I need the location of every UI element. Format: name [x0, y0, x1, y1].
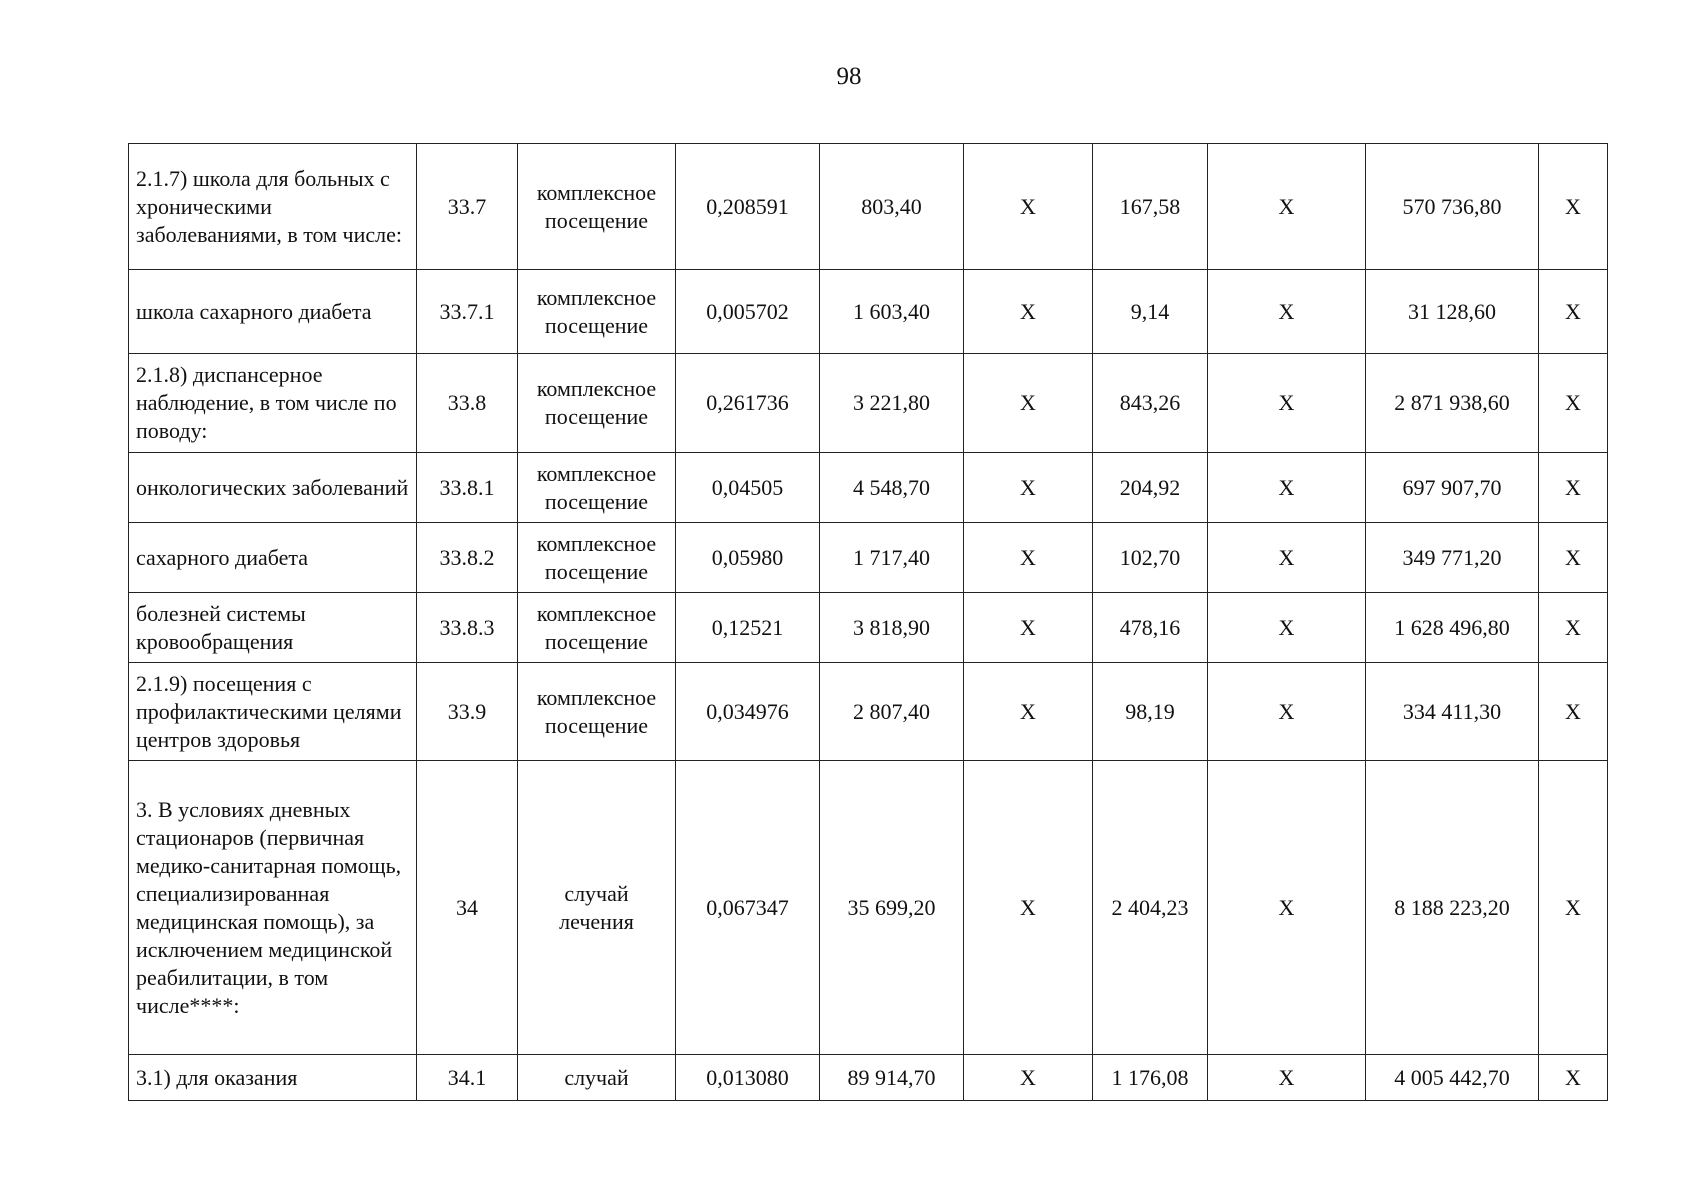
- row-code: 34.1: [417, 1055, 518, 1101]
- row-cost: 2 807,40: [820, 663, 964, 761]
- row-name: школа сахарного диабета: [129, 270, 417, 354]
- row-code: 33.8: [417, 354, 518, 453]
- row-norm: 0,005702: [676, 270, 820, 354]
- row-per-capita: 167,58: [1093, 144, 1208, 270]
- row-code: 33.9: [417, 663, 518, 761]
- row-cost: 3 818,90: [820, 593, 964, 663]
- row-norm: 0,05980: [676, 523, 820, 593]
- row-unit-text: комплексное посещение: [536, 376, 657, 429]
- row-total: 349 771,20: [1366, 523, 1539, 593]
- row-col10: Х: [1539, 1055, 1608, 1101]
- row-col6: Х: [964, 1055, 1093, 1101]
- row-per-capita: 98,19: [1093, 663, 1208, 761]
- row-cost: 89 914,70: [820, 1055, 964, 1101]
- row-code: 33.8.1: [417, 453, 518, 523]
- row-norm: 0,013080: [676, 1055, 820, 1101]
- row-unit-text: комплексное посещение: [536, 179, 657, 233]
- row-col8: Х: [1208, 144, 1366, 270]
- row-unit-text: комплексное посещение: [536, 684, 657, 738]
- row-code: 33.8.3: [417, 593, 518, 663]
- table-row: [129, 453, 1608, 523]
- row-name: 2.1.9) посещения с профилактическими целями центров здоровья: [129, 663, 417, 761]
- row-cost: 1 717,40: [820, 523, 964, 593]
- row-unit: [518, 593, 676, 663]
- row-col10: Х: [1539, 144, 1608, 270]
- table-row: [129, 523, 1608, 593]
- row-col10: Х: [1539, 354, 1608, 453]
- row-col6: Х: [964, 761, 1093, 1055]
- row-name: болезней системы кровообращения: [129, 593, 417, 663]
- table-row: [129, 270, 1608, 354]
- row-norm: 0,261736: [676, 354, 820, 453]
- row-unit-text: случай: [564, 1064, 629, 1090]
- row-per-capita: 1 176,08: [1093, 1055, 1208, 1101]
- row-norm: 0,12521: [676, 593, 820, 663]
- row-col8: Х: [1208, 593, 1366, 663]
- row-col8: Х: [1208, 453, 1366, 523]
- row-unit-text: случай лечения: [559, 880, 634, 934]
- table-body: [129, 144, 1608, 1101]
- row-per-capita: 2 404,23: [1093, 761, 1208, 1055]
- row-cost: 803,40: [820, 144, 964, 270]
- row-col10: Х: [1539, 523, 1608, 593]
- row-name: 2.1.7) школа для больных с хроническими заболеваниями, в том числе:: [129, 144, 417, 270]
- row-unit: [518, 1055, 676, 1101]
- row-norm: 0,067347: [676, 761, 820, 1055]
- row-unit: [518, 663, 676, 761]
- row-per-capita: 478,16: [1093, 593, 1208, 663]
- row-name: 3. В условиях дневных стационаров (первичная медико-санитарная помощь, специализированная медицинская помощь), за исключением медицинской реабилитации, в том числе****:: [129, 761, 417, 1055]
- row-cost: 35 699,20: [820, 761, 964, 1055]
- row-col6: Х: [964, 144, 1093, 270]
- row-col10: Х: [1539, 761, 1608, 1055]
- row-col8: Х: [1208, 523, 1366, 593]
- row-total: 697 907,70: [1366, 453, 1539, 523]
- row-unit-text: комплексное посещение: [536, 460, 657, 514]
- row-code: 33.7: [417, 144, 518, 270]
- row-col6: Х: [964, 270, 1093, 354]
- row-per-capita: 9,14: [1093, 270, 1208, 354]
- row-name: сахарного диабета: [129, 523, 417, 593]
- row-unit: [518, 270, 676, 354]
- row-total: 31 128,60: [1366, 270, 1539, 354]
- row-name: 2.1.8) диспансерное наблюдение, в том числе по поводу:: [129, 354, 417, 453]
- table-row: [129, 354, 1608, 453]
- row-total: 570 736,80: [1366, 144, 1539, 270]
- row-per-capita: 843,26: [1093, 354, 1208, 453]
- table-row: [129, 761, 1608, 1055]
- row-col8: Х: [1208, 663, 1366, 761]
- row-unit-text: комплексное посещение: [536, 600, 657, 654]
- table-row: [129, 144, 1608, 270]
- row-col10: Х: [1539, 453, 1608, 523]
- row-norm: 0,04505: [676, 453, 820, 523]
- row-code: 33.7.1: [417, 270, 518, 354]
- table-row: [129, 593, 1608, 663]
- row-total: 1 628 496,80: [1366, 593, 1539, 663]
- row-total: 334 411,30: [1366, 663, 1539, 761]
- row-col10: Х: [1539, 663, 1608, 761]
- row-unit: [518, 453, 676, 523]
- row-col8: Х: [1208, 270, 1366, 354]
- row-per-capita: 204,92: [1093, 453, 1208, 523]
- row-norm: 0,208591: [676, 144, 820, 270]
- table-row: [129, 1055, 1608, 1101]
- row-unit: [518, 144, 676, 270]
- row-unit: [518, 354, 676, 453]
- row-cost: 3 221,80: [820, 354, 964, 453]
- row-per-capita: 102,70: [1093, 523, 1208, 593]
- row-cost: 4 548,70: [820, 453, 964, 523]
- row-norm: 0,034976: [676, 663, 820, 761]
- row-total: 4 005 442,70: [1366, 1055, 1539, 1101]
- row-code: 34: [417, 761, 518, 1055]
- row-col8: Х: [1208, 761, 1366, 1055]
- row-col10: Х: [1539, 270, 1608, 354]
- row-name: 3.1) для оказания: [129, 1055, 417, 1101]
- row-col6: Х: [964, 593, 1093, 663]
- page-number: 98: [836, 63, 862, 90]
- row-unit-text: комплексное посещение: [536, 530, 657, 584]
- row-col10: Х: [1539, 593, 1608, 663]
- row-total: 8 188 223,20: [1366, 761, 1539, 1055]
- row-col6: Х: [964, 453, 1093, 523]
- table-row: [129, 663, 1608, 761]
- row-cost: 1 603,40: [820, 270, 964, 354]
- row-col8: Х: [1208, 354, 1366, 453]
- row-unit-text: комплексное посещение: [536, 284, 657, 338]
- row-total: 2 871 938,60: [1366, 354, 1539, 453]
- row-col6: Х: [964, 663, 1093, 761]
- row-unit: [518, 523, 676, 593]
- row-col6: Х: [964, 354, 1093, 453]
- row-name: онкологических заболеваний: [129, 453, 417, 523]
- row-code: 33.8.2: [417, 523, 518, 593]
- row-col8: Х: [1208, 1055, 1366, 1101]
- row-col6: Х: [964, 523, 1093, 593]
- row-unit: [518, 761, 676, 1055]
- data-table: [128, 143, 1608, 1101]
